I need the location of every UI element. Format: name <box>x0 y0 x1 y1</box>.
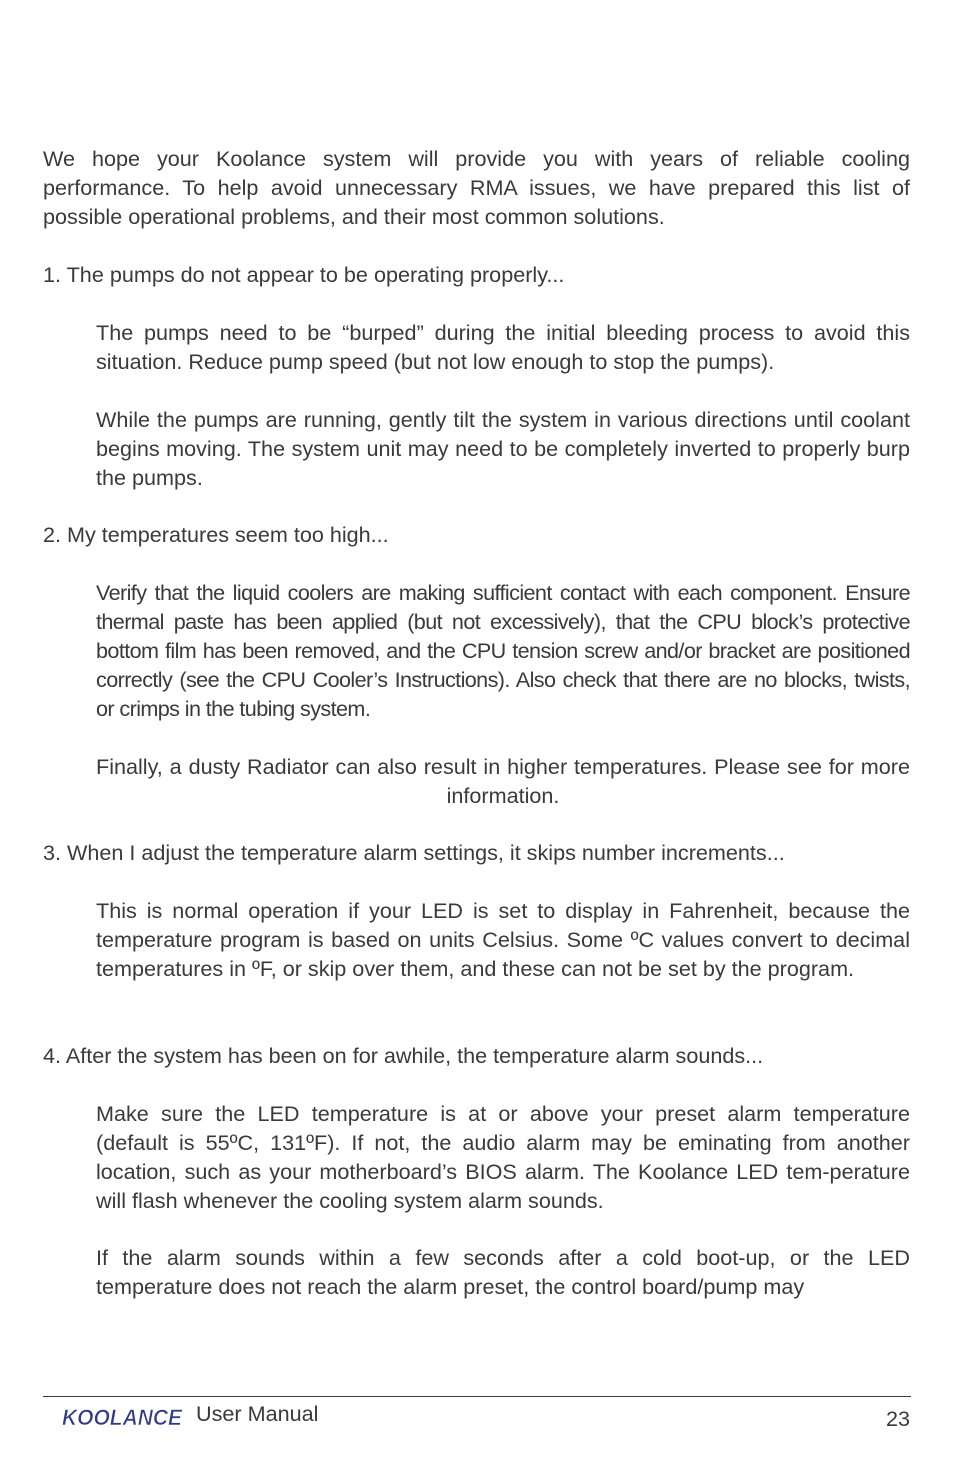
answer-2-2: Finally, a dusty Radiator can also result in higher temperatures. Please see for more information. <box>96 754 910 808</box>
question-3: 3. When I adjust the temperature alarm settings, it skips number increments... <box>43 840 785 865</box>
answer-4-2: If the alarm sounds within a few seconds after a cold boot-up, or the LED temperature does not reach the alarm preset, the control board/pump may <box>96 1245 910 1299</box>
answer-4-1: Make sure the LED temperature is at or above your preset alarm temperature (default is 55ºC, 131ºF). If not, the audio alarm may be eminating from another location, such as your motherboard’s BIOS alarm. The Koolance LED tem-perature will flash whenever the cooling system alarm sounds. <box>96 1101 910 1213</box>
svg-text:KOOLANCE: KOOLANCE <box>62 1405 184 1430</box>
answer-2-1: Verify that the liquid coolers are making sufficient contact with each component. Ensure thermal paste has been applied (but not excessively), that the CPU block’s protective bottom film has been removed, and the CPU tension screw and/or bracket are positioned correctly (see the CPU Cooler’s Instructions). Also check that there are no blocks, twists, or crimps in the tubing system. <box>96 580 910 721</box>
footer-title: User Manual <box>196 1401 319 1426</box>
page-number: 23 <box>885 1406 910 1431</box>
question-1: 1. The pumps do not appear to be operating properly... <box>43 262 565 287</box>
intro-paragraph: We hope your Koolance system will provide you with years of reliable cooling performance. To help avoid unnecessary RMA issues, we have prepared this list of possible operational problems, and their most common solutions. <box>43 146 910 229</box>
question-2: 2. My temperatures seem too high... <box>43 522 389 547</box>
question-4: 4. After the system has been on for awhile, the temperature alarm sounds... <box>43 1043 764 1068</box>
footer-divider <box>43 1396 911 1397</box>
answer-1-1: The pumps need to be “burped” during the initial bleeding process to avoid this situation. Reduce pump speed (but not low enough to stop the pumps). <box>96 320 910 374</box>
answer-1-2: While the pumps are running, gently tilt the system in various directions until coolant begins moving. The system unit may need to be completely inverted to properly burp the pumps. <box>96 407 910 490</box>
answer-3-1: This is normal operation if your LED is set to display in Fahrenheit, because the temperature program is based on units Celsius. Some ºC values convert to decimal temperatures in ºF, or skip over them, and these can not be set by the program. <box>96 898 910 981</box>
koolance-logo <box>61 1404 185 1430</box>
